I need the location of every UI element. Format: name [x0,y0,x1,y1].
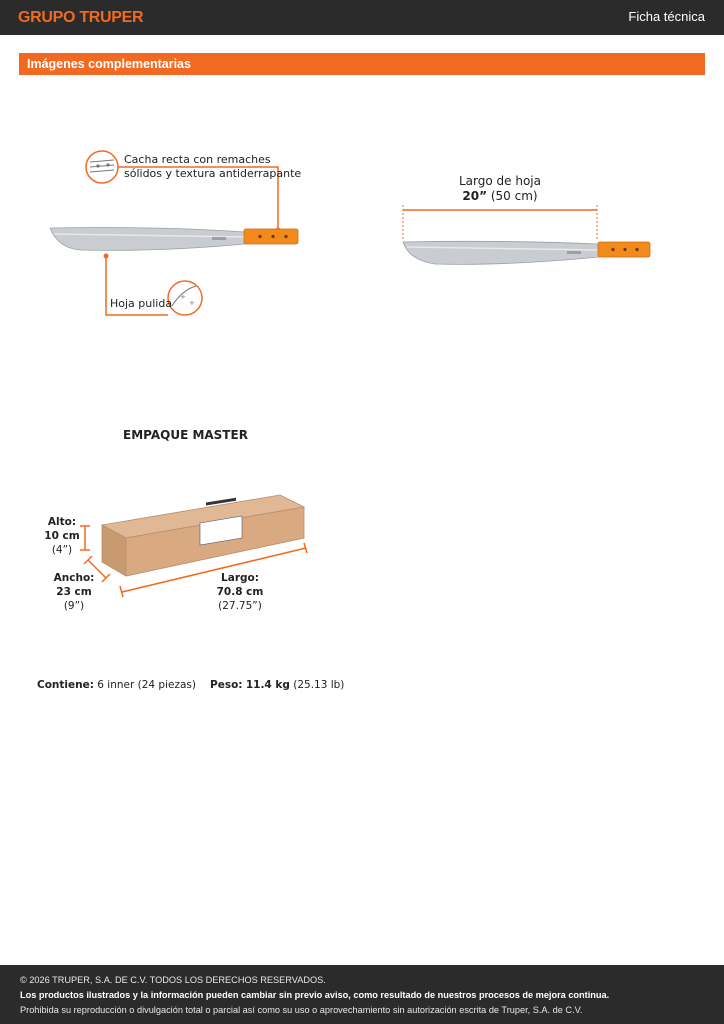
width-imperial: (9”) [63,600,85,612]
length-metric: 70.8 cm [216,586,264,598]
box-height-dimension [40,515,84,557]
footer-notice: Los productos ilustrados y la información pueden cambiar sin previo aviso, como resultado de nuestros procesos de mejora continua. [20,990,610,1000]
master-box-illustration [70,490,320,600]
blade-callout: Hoja pulida [110,297,173,310]
contents-label: Contiene: [37,679,94,691]
height-label: Alto: [47,516,77,528]
weight-value: 11.4 kg [245,679,290,691]
handle-callout [124,153,301,181]
length-imperial: (27.75”) [218,600,262,612]
weight-spec [210,679,344,691]
width-label: Ancho: [53,572,95,584]
footer [0,965,724,1024]
length-label: Largo: [221,572,259,584]
height-imperial: (4”) [51,544,73,556]
polished-blade-icon [168,281,202,315]
blade-length-label [440,174,560,204]
svg-text:+: + [180,293,186,301]
package-title: EMPAQUE MASTER [123,428,248,442]
svg-text:+: + [189,299,195,307]
blade-length-metric: (50 cm) [490,189,538,203]
blade-length-imperial: 20” [462,189,488,203]
handle-callout-line1: Cacha recta con remaches [124,153,271,166]
contents-value: 6 inner (24 piezas) [97,679,196,691]
width-metric: 23 cm [56,586,92,598]
section-title: Imágenes complementarias [27,57,191,71]
height-metric: 10 cm [44,530,80,542]
footer-copyright: © 2026 TRUPER, S.A. DE C.V. TODOS LOS DERECHOS RESERVADOS. [20,975,326,985]
weight-label: Peso: [210,679,243,691]
document-type: Ficha técnica [628,9,705,24]
blade-length-title: Largo de hoja [459,174,541,188]
rivet-texture-icon [86,151,118,183]
section-header [19,53,705,75]
handle-callout-line2: sólidos y textura antiderrapante [124,167,302,180]
box-width-dimension [52,571,96,613]
top-bar [0,0,724,35]
box-length-dimension [208,571,272,613]
machete-length-illustration [395,200,665,280]
brand-logo: GRUPO TRUPER [18,9,144,26]
contents-spec [37,679,196,691]
footer-prohibition: Prohibida su reproducción o divulgación total o parcial así como su uso o aprovechamiento sin autorización escrita de Truper, S.A. de C.V. [20,1005,583,1015]
weight-imperial: (25.13 lb) [293,679,345,691]
